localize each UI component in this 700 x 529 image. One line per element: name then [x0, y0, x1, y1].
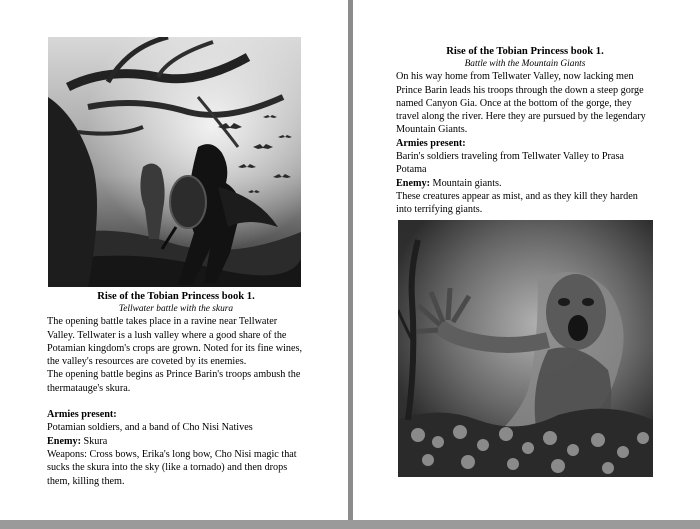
- right-armies-label: Armies present:: [396, 137, 466, 149]
- right-paragraph1-line: On his way home from Tellwater Valley, now lacking men: [396, 71, 634, 83]
- left-paragraph1-line: the valley's resources are coveted by its enemies.: [47, 356, 247, 368]
- left-page-title: Rise of the Tobian Princess book 1.: [97, 291, 255, 302]
- right-armies-line: Potama: [396, 164, 427, 176]
- left-paragraph1-line: The opening battle takes place in a ravine near Tellwater: [47, 316, 278, 328]
- right-enemy-label: Enemy:: [396, 177, 430, 189]
- left-armies-label: Armies present:: [47, 409, 117, 421]
- warrior-tree-illustration: [48, 37, 301, 287]
- left-paragraph1-line: Potamian kingdom's crops are grown. Noted for its fine wines,: [47, 342, 303, 354]
- mountain-giant-illustration: [398, 220, 653, 477]
- left-page-text: [47, 290, 305, 488]
- right-enemy-text: Mountain giants.: [432, 177, 502, 189]
- right-paragraph1-line: Prince Barin leads his troops through the down a steep gorge: [396, 84, 644, 96]
- right-page-text: [396, 45, 654, 217]
- left-weapons-line: sucks the skura into the sky (like a tornado) and then drops: [47, 462, 288, 474]
- right-description-line: into terrifying giants.: [396, 204, 483, 216]
- left-armies-text: Potamian soldiers, and a band of Cho Nisi Natives: [47, 422, 253, 434]
- left-enemy-text: Skura: [83, 435, 108, 447]
- right-paragraph1-line: Mountain Giants.: [396, 124, 468, 136]
- left-paragraph2-line: The opening battle begins as Prince Barin's troops ambush the: [47, 369, 301, 381]
- left-weapons-line: them, killing them.: [47, 475, 125, 487]
- right-armies-line: Barin's soldiers traveling from Tellwater Valley to Prasa: [396, 151, 624, 163]
- right-paragraph1-line: travel along the river. Here they are pursued by the legendary: [396, 111, 646, 123]
- left-paragraph2-line: thermatauge's skura.: [47, 382, 131, 394]
- left-weapons-line: Weapons: Cross bows, Erika's long bow, Cho Nisi magic that: [47, 448, 297, 460]
- left-paragraph1-line: Valley. Tellwater is a lush valley where a good share of the: [47, 329, 287, 341]
- right-paragraph1-line: named Canyon Gia. Once at the bottom of the gorge, they: [396, 97, 632, 109]
- right-page-subtitle: Battle with the Mountain Giants: [464, 59, 586, 70]
- right-description-line: These creatures appear as mist, and as they kill they harden: [396, 190, 638, 202]
- left-enemy-label: Enemy:: [47, 435, 81, 447]
- viewer-background: [0, 520, 700, 529]
- right-page-title: Rise of the Tobian Princess book 1.: [446, 46, 604, 57]
- left-page-subtitle: Tellwater battle with the skura: [118, 304, 234, 315]
